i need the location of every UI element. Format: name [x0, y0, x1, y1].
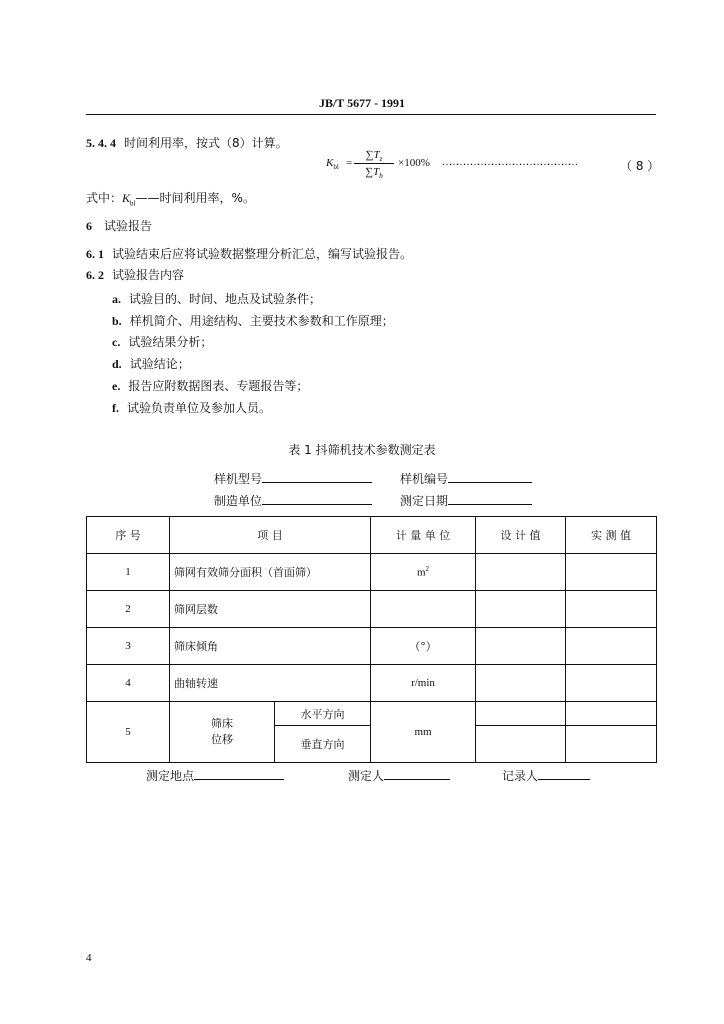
- table-row: 2 筛网层数: [87, 591, 657, 628]
- table-row: 1 筛网有效筛分面积（首面筛） $m^2$: [87, 554, 657, 591]
- formula-fraction: $\sum T_z$ $\sum T_b$: [354, 148, 394, 179]
- table-row: 4 曲轴转速 r/min: [87, 665, 657, 702]
- header-measured-value: 实 测 值: [566, 517, 657, 554]
- formula-where: 式中：$K_{bl}——$时间利用率，%。: [86, 191, 255, 208]
- section-6-heading: 6 试验报告: [86, 219, 153, 233]
- row5-sub-horizontal: 水平方向: [275, 702, 371, 726]
- field-sample-serial: 样机编号: [400, 470, 532, 487]
- design-value-cell[interactable]: [476, 726, 566, 763]
- measured-value-cell[interactable]: [566, 665, 657, 702]
- clause-5-4-4: [86, 136, 288, 150]
- field-tester: 测定人: [348, 767, 450, 784]
- table-header-row: [87, 517, 657, 554]
- table-row: 5 筛床 位移 水平方向 mm: [87, 702, 657, 726]
- formula-dots: …………………………………………………: [442, 157, 575, 168]
- table-caption: 表 1 抖筛机技术参数测定表: [288, 443, 436, 457]
- list-item: b. 样机简介、用途结构、主要技术参数和工作原理；: [112, 314, 394, 328]
- header-rule: [86, 114, 656, 115]
- design-value-cell[interactable]: [476, 665, 566, 702]
- list-item: a. 试验目的、时间、地点及试验条件；: [112, 292, 322, 306]
- clause-6-2: 6. 2 试验报告内容: [86, 268, 185, 282]
- clause-number: 5. 4. 4: [86, 136, 116, 150]
- design-value-cell[interactable]: [476, 628, 566, 665]
- list-item: e. 报告应附数据图表、专题报告等；: [112, 379, 309, 393]
- measured-value-cell[interactable]: [566, 591, 657, 628]
- formula-times: ×100%: [398, 157, 430, 169]
- header-item: 项 目: [170, 517, 371, 554]
- table-row: 3 筛床倾角 （°）: [87, 628, 657, 665]
- row5-item: 筛床 位移: [170, 702, 275, 763]
- page-header-title: JB/T 5677 - 1991: [318, 96, 406, 110]
- list-item: c. 试验结果分析；: [112, 335, 213, 349]
- clause-text: 时间利用率，按式（8）计算。: [124, 136, 288, 150]
- design-value-cell[interactable]: [476, 554, 566, 591]
- header-design-value: 设 计 值: [476, 517, 566, 554]
- field-sample-model: 样机型号: [214, 470, 372, 487]
- clause-6-1: 6. 1 试验结束后应将试验数据整理分析汇总，编写试验报告。: [86, 247, 413, 261]
- row5-sub-vertical: 垂直方向: [275, 726, 371, 763]
- formula-label: （ 8 ）: [620, 159, 660, 173]
- design-value-cell[interactable]: [476, 591, 566, 628]
- list-item: f. 试验负责单位及参加人员。: [112, 401, 272, 415]
- formula-equals: =: [346, 157, 353, 169]
- list-item: d. 试验结论；: [112, 357, 190, 371]
- formula-lhs: $K_{bl}$: [326, 157, 339, 172]
- header-no: 序 号: [87, 517, 170, 554]
- field-manufacturer: 制造单位: [214, 492, 372, 509]
- field-test-place: 测定地点: [146, 767, 284, 784]
- parameter-table: [86, 516, 657, 763]
- measured-value-cell[interactable]: [566, 702, 657, 726]
- page-number: 4: [86, 952, 92, 964]
- measured-value-cell[interactable]: [566, 554, 657, 591]
- field-test-date: 测定日期: [400, 492, 532, 509]
- design-value-cell[interactable]: [476, 702, 566, 726]
- formula-8: [326, 148, 660, 182]
- measured-value-cell[interactable]: [566, 726, 657, 763]
- measured-value-cell[interactable]: [566, 628, 657, 665]
- field-recorder: 记录人: [502, 767, 590, 784]
- header-unit: 计 量 单 位: [371, 517, 476, 554]
